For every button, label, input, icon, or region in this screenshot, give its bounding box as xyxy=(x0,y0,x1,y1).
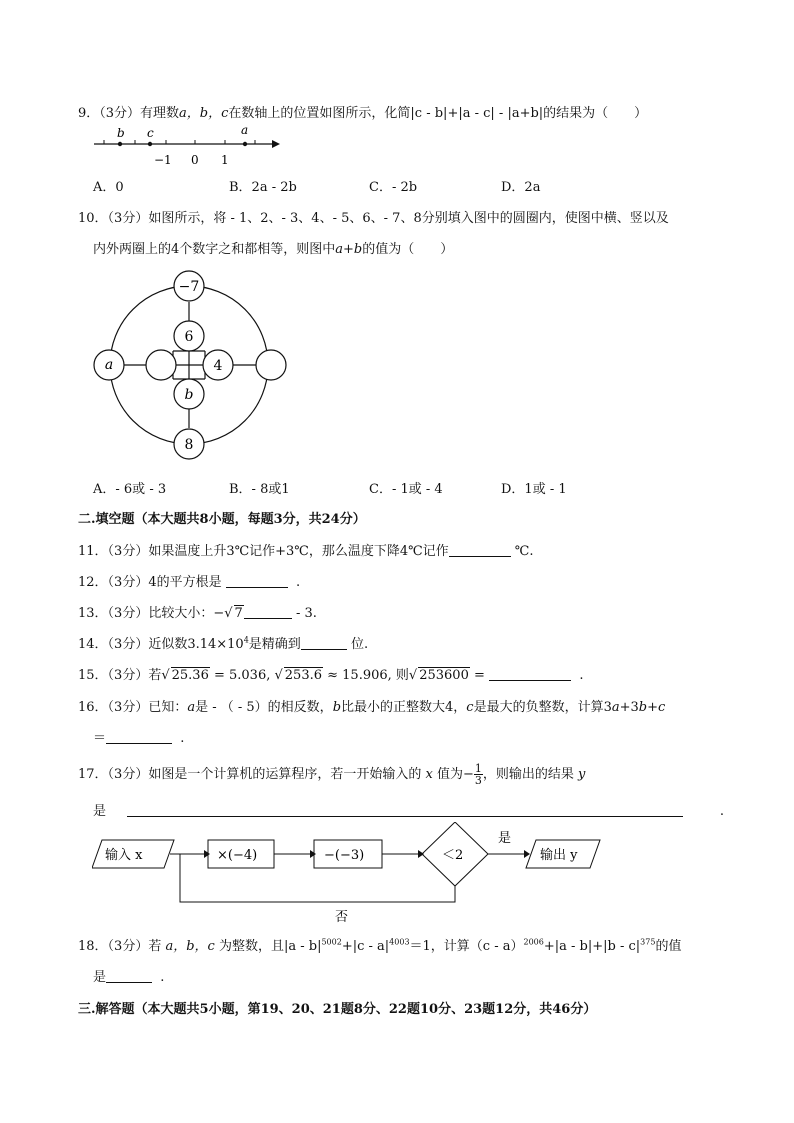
q17-blank[interactable] xyxy=(127,804,683,817)
q9-option-c[interactable]: C．- 2b xyxy=(369,180,418,195)
circle-bottom-value: 8 xyxy=(184,437,194,453)
q11-blank[interactable] xyxy=(449,544,511,557)
point-a xyxy=(243,142,247,146)
q17-flowchart xyxy=(92,822,612,926)
q12-blank[interactable] xyxy=(226,575,288,588)
q13: 13．（3分）比较大小：−√ 7 - 3. xyxy=(78,606,317,621)
tick-1: 1 xyxy=(221,153,229,167)
q17-fraction: $\frac{1}{3}$ xyxy=(474,762,482,787)
q9-number-line xyxy=(92,124,282,170)
q14: 14．（3分）近似数$3.14\times 10^4$是精确到 位. xyxy=(78,635,369,652)
q18-blank[interactable] xyxy=(106,970,152,983)
point-c xyxy=(148,142,152,146)
q10-circle-diagram xyxy=(90,268,300,468)
q11: 11．（3分）如果温度上升3℃记作+3℃，那么温度下降4℃记作 ℃. xyxy=(78,544,534,559)
q10-option-c[interactable]: C．- 1或 - 4 xyxy=(369,482,443,497)
q9-option-d[interactable]: D．2a xyxy=(501,180,541,195)
flow-output-label: 输出 y xyxy=(540,848,578,863)
flow-cond-label: ＜2 xyxy=(442,848,464,863)
q17-line2: 是 . xyxy=(93,804,725,819)
flow-yes-label: 是 xyxy=(498,831,512,846)
flow-input-label: 输入 x xyxy=(105,848,143,863)
q15-blank[interactable] xyxy=(489,668,571,681)
circle-upper-value: 6 xyxy=(184,329,194,345)
flow-sub-label: −(−3) xyxy=(324,848,365,863)
q16-line2: ＝ . xyxy=(93,731,185,746)
q18-line2: 是 . xyxy=(93,970,165,985)
q9-option-a[interactable]: A．0 xyxy=(93,180,124,195)
q10-stem-line1: 10．（3分）如图所示，将 - 1、2、- 3、4、- 5、6、- 7、8分别填入图中的圆圈内，使图中横、竖以及 xyxy=(78,211,669,226)
label-a: a xyxy=(241,124,249,137)
flow-mult-label: ×(−4) xyxy=(217,848,258,863)
q10-option-a[interactable]: A．- 6或 - 3 xyxy=(93,482,167,497)
circle-right xyxy=(256,350,286,380)
label-c: c xyxy=(147,126,154,140)
q17-line1: 17．（3分）如图是一个计算机的运算程序，若一开始输入的 x 值为− $\frac{1}{3}$ ，则输出的结果 y xyxy=(78,762,586,787)
circle-right-inner-value: 4 xyxy=(213,358,223,374)
section-2-heading: 二.填空题（本大题共8小题，每题3分，共24分） xyxy=(78,512,366,527)
q12: 12．（3分）4的平方根是 . xyxy=(78,575,301,590)
tick-0: 0 xyxy=(191,153,199,167)
q9-option-b[interactable]: B．2a - 2b xyxy=(229,180,297,195)
circle-top-value: −7 xyxy=(178,279,200,295)
q10-option-d[interactable]: D．1或 - 1 xyxy=(501,482,567,497)
section-3-heading: 三.解答题（本大题共5小题，第19、20、21题8分、22题10分、23题12分，共46分） xyxy=(78,1002,597,1017)
flow-no-label: 否 xyxy=(335,910,349,925)
q16-blank[interactable] xyxy=(106,731,172,744)
q14-blank[interactable] xyxy=(301,637,347,650)
q10-stem-line2: 内外两圈上的4个数字之和都相等，则图中a+b的值为（ ） xyxy=(93,242,454,257)
point-b xyxy=(118,142,122,146)
q10-option-b[interactable]: B．- 8或1 xyxy=(229,482,290,497)
label-b: b xyxy=(117,126,125,140)
tick-minus1: −1 xyxy=(154,153,172,167)
circle-lower-value: b xyxy=(184,387,194,403)
circle-left-value: a xyxy=(104,357,114,373)
q16-line1: 16．（3分）已知：a是 - （ - 5）的相反数，b比最小的正整数大4，c是最大的负整数，计算3a+3b+c xyxy=(78,700,666,715)
q15: 15．（3分）若√ 25.36 = 5.036, √ 253.6 ≈ 15.906, 则√ 253600 = . xyxy=(78,668,584,683)
q9-stem: 9．（3分）有理数a，b，c在数轴上的位置如图所示，化简|c - b|+|a - c| - |a+b|的结果为（ ） xyxy=(78,106,648,121)
q18-line1: 18．（3分）若 a，b，c 为整数，且$|a - b|^{5002}+|c - a|^{4003}=1$，计算$(c - a)^{2006}+|a - b|+|b - c|^{375}$的值 xyxy=(78,937,682,954)
circle-left-inner xyxy=(146,350,176,380)
q13-blank[interactable] xyxy=(244,606,292,619)
